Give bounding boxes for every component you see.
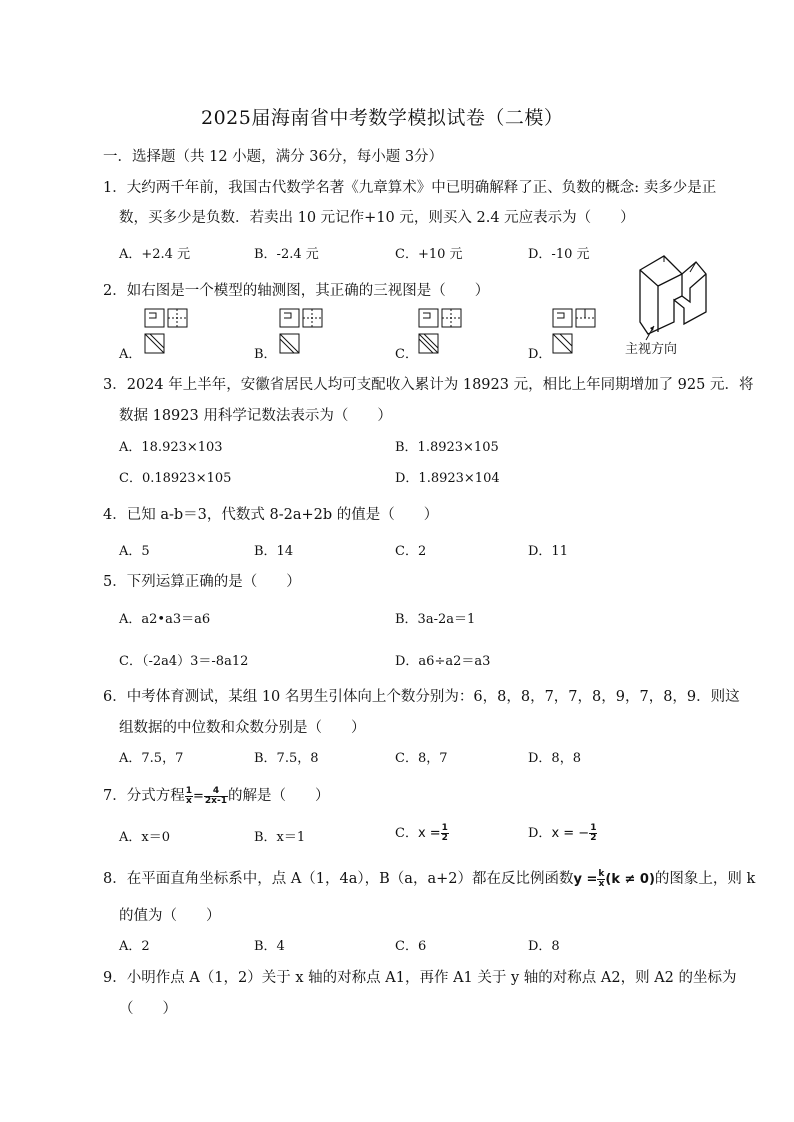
q2-option-d: D． — [528, 347, 552, 362]
section-header: 一．选择题（共 12 小题，满分 36分，每小题 3分） — [103, 149, 444, 165]
q2-option-c-views — [418, 308, 466, 356]
q8-prefix: 8．在平面直角坐标系中，点 A（1，4a），B（a，a+2）都在反比例函数 — [103, 871, 574, 887]
q6-option-c: C．8，7 — [395, 751, 448, 766]
q1-line2: 数，买多少是负数．若卖出 10 元记作+10 元，则买入 2.4 元应表示为（ ） — [119, 210, 635, 226]
q4-line1: 4．已知 a-b＝3，代数式 8-2a+2b 的值是（ ） — [103, 507, 439, 523]
q6-option-a: A．7.5，7 — [119, 751, 184, 766]
q7-fraction-left: $\frac{1}{x}$ — [185, 785, 192, 806]
q8-option-c: C．6 — [395, 939, 427, 954]
q7-option-d: D．x = − $\frac{1}{2}$ — [528, 823, 597, 843]
q7-option-b: B．x＝1 — [254, 830, 306, 845]
q8-fraction: $\frac{k}{x}$ — [598, 868, 605, 889]
q8-suffix: 的图象上，则 k — [654, 871, 756, 887]
q3-option-b: B．1.8923×105 — [395, 440, 499, 455]
q4-option-b: B．14 — [254, 544, 294, 559]
q8-option-b: B．4 — [254, 939, 285, 954]
q3-line2: 数据 18923 用科学记数法表示为（ ） — [119, 408, 392, 424]
q3-option-c: C．0.18923×105 — [119, 471, 232, 486]
q8-option-a: A．2 — [119, 939, 150, 954]
q4-option-d: D．11 — [528, 544, 568, 559]
q2-option-c: C． — [395, 347, 418, 362]
q2-option-b-views — [279, 308, 327, 356]
q3-line1: 3．2024 年上半年，安徽省居民人均可支配收入累计为 18923 元，相比上年同期增加了 925 元．将 — [103, 377, 754, 393]
q2-option-a: A． — [119, 347, 142, 362]
q5-line1: 5．下列运算正确的是（ ） — [103, 574, 301, 590]
q2-option-b: B． — [254, 347, 277, 362]
q7-line1 — [103, 784, 329, 806]
q7-option-a: A．x＝0 — [119, 830, 170, 845]
q4-option-a: A．5 — [119, 544, 150, 559]
q3-option-d: D．1.8923×104 — [395, 471, 500, 486]
q7-equals: = — [193, 789, 204, 804]
q8-line1: 8．在平面直角坐标系中，点 A（1，4a），B（a，a+2）都在反比例函数y = $\frac{k}{x}$ (k ≠ 0)的图象上，则 k — [103, 868, 756, 889]
q2-line1: 2．如右图是一个模型的轴测图，其正确的三视图是（ ） — [103, 283, 490, 299]
q7-fraction-right: $\frac{4}{2x-1}$ — [204, 785, 227, 806]
q1-option-c: C．+10 元 — [395, 247, 463, 262]
q5-option-b: B．3a-2a＝1 — [395, 612, 476, 627]
q2-option-d-views — [552, 308, 600, 356]
q1-option-a: A．+2.4 元 — [119, 247, 191, 262]
q6-option-d: D．8，8 — [528, 751, 581, 766]
q7-suffix: 的解是（ ） — [227, 788, 330, 804]
q8-line2: 的值为（ ） — [119, 908, 221, 924]
q6-option-b: B．7.5，8 — [254, 751, 319, 766]
q3-option-a: A．18.923×103 — [119, 440, 223, 455]
q8-option-d: D．8 — [528, 939, 560, 954]
q6-line2: 组数据的中位数和众数分别是（ ） — [119, 720, 366, 736]
q7-prefix: 7．分式方程 — [103, 788, 185, 804]
q5-option-d: D．a6÷a2＝a3 — [395, 654, 491, 669]
q1-option-b: B．-2.4 元 — [254, 247, 319, 262]
q9-line2: （ ） — [119, 1001, 177, 1017]
q5-option-a: A．a2•a3＝a6 — [119, 612, 211, 627]
q2-option-a-views — [144, 308, 192, 356]
q2-figure-label: 主视方向 — [625, 342, 678, 357]
page-title: 2025届海南省中考数学模拟试卷（二模） — [201, 107, 564, 129]
q6-line1: 6．中考体育测试，某组 10 名男生引体向上个数分别为：6，8，8，7，7，8，9，7，8，9．则这 — [103, 689, 740, 705]
q7-option-c: C．x = $\frac{1}{2}$ — [395, 823, 448, 843]
q1-option-d: D．-10 元 — [528, 247, 590, 262]
q1-line1: 1．大约两千年前，我国古代数学名著《九章算术》中已明确解释了正、负数的概念: 卖多少是正 — [103, 180, 717, 196]
q5-option-c: C．（-2a4）3＝-8a12 — [119, 654, 249, 669]
q4-option-c: C．2 — [395, 544, 427, 559]
q9-line1: 9．小明作点 A（1，2）关于 x 轴的对称点 A1，再作 A1 关于 y 轴的对称点 A2，则 A2 的坐标为 — [103, 970, 737, 986]
